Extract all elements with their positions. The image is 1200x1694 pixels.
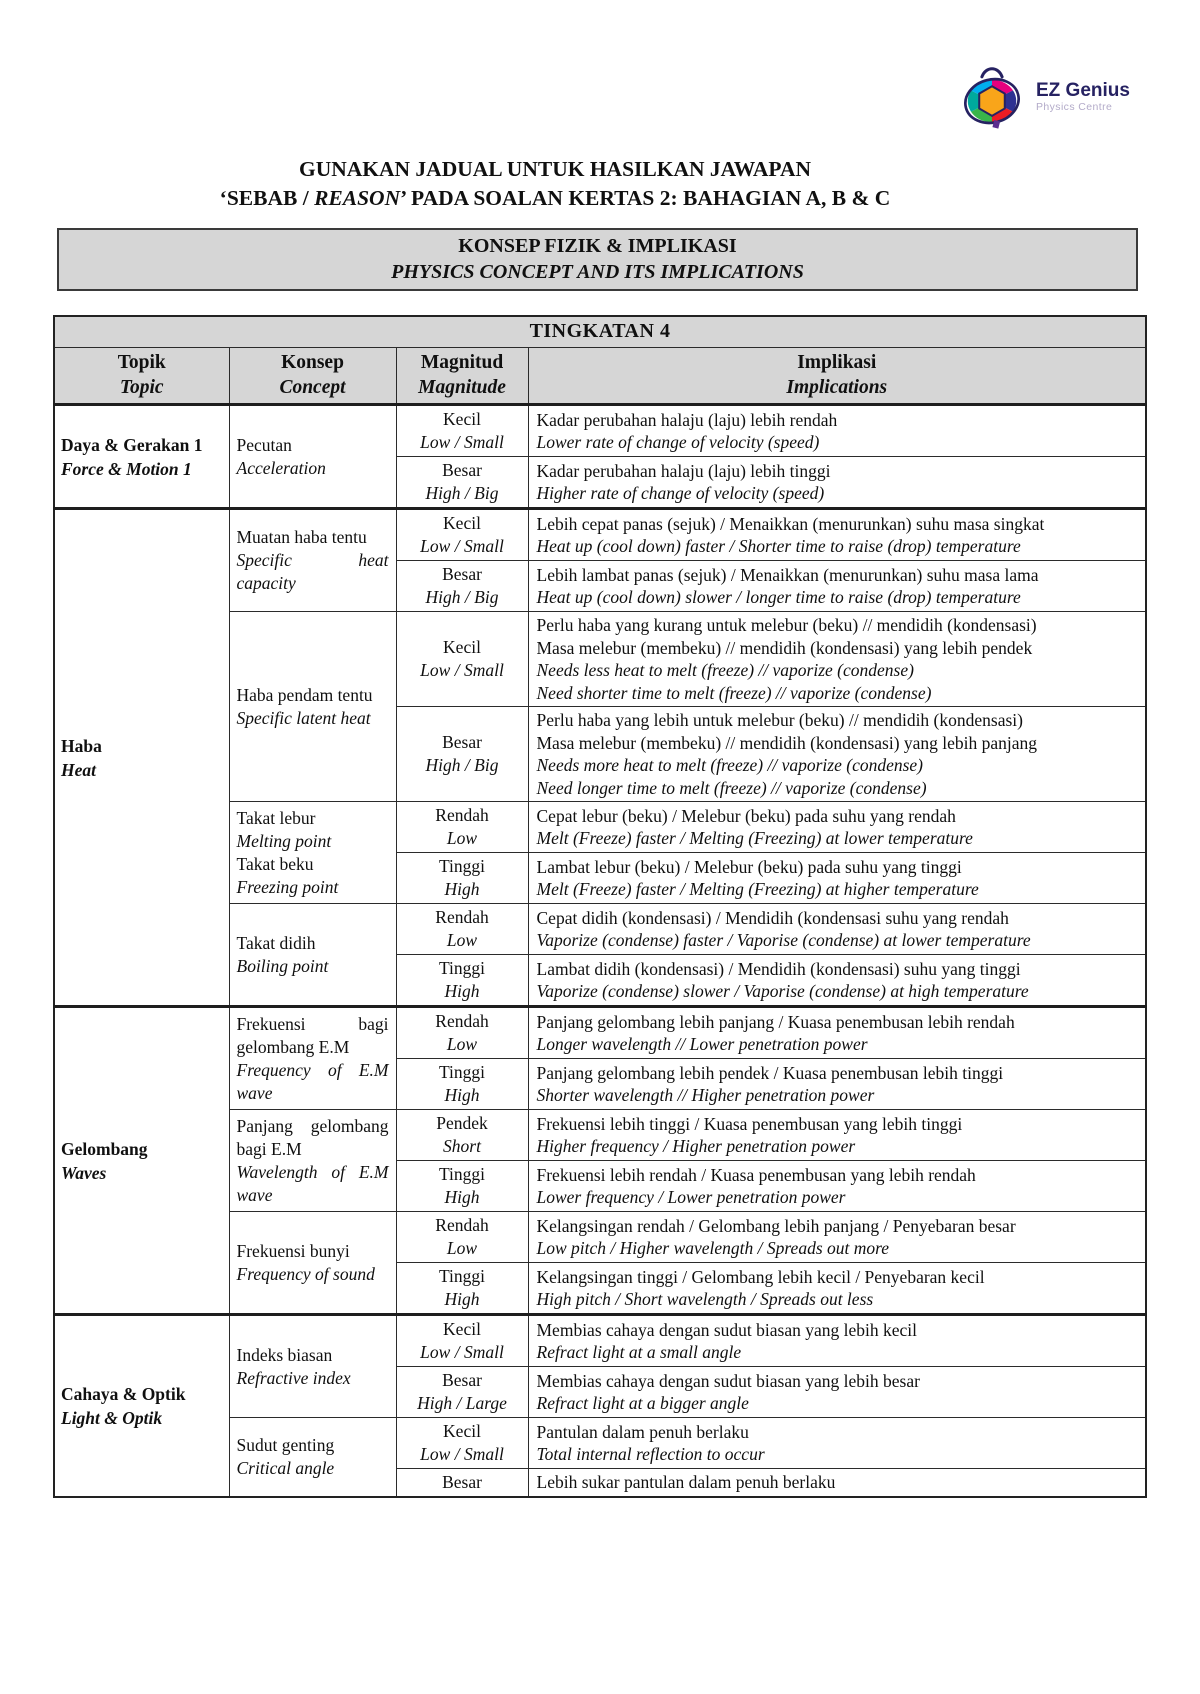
magnitude-cell: [396, 1263, 528, 1315]
text-line: Besar: [442, 1370, 482, 1390]
text-line: Refract light at a bigger angle: [536, 1393, 749, 1413]
text-line: Heat up (cool down) faster / Shorter time to raise (drop) temperature: [536, 536, 1021, 556]
concept-cell: [229, 802, 396, 904]
text-line: Rendah: [435, 1011, 489, 1031]
table-caption: TINGKATAN 4: [54, 316, 1146, 348]
text-line: Low: [446, 1034, 478, 1054]
text-line: Membias cahaya dengan sudut biasan yang lebih kecil: [536, 1319, 918, 1340]
implication-cell: [528, 1007, 1146, 1059]
concept-cell: [229, 904, 396, 1007]
concept-heading-en: PHYSICS CONCEPT AND ITS IMPLICATIONS: [391, 261, 804, 283]
text-line: Muatan haba tentu: [236, 527, 367, 547]
text-line: Vaporize (condense) faster / Vaporise (condense) at lower temperature: [536, 930, 1031, 950]
text-line: Cepat lebur (beku) / Melebur (beku) pada suhu yang rendah: [536, 805, 956, 826]
text-line: Kelangsingan rendah / Gelombang lebih panjang / Penyebaran besar: [536, 1215, 1016, 1236]
text-line: Kecil: [443, 1421, 481, 1441]
text-line: Pecutan: [236, 434, 292, 455]
text-line: Lebih cepat panas (sejuk) / Menaikkan (menurunkan) suhu masa singkat: [536, 513, 1045, 534]
text-line: Refractive index: [236, 1367, 351, 1388]
magnitude-cell: [396, 707, 528, 802]
magnitude-cell: [396, 1007, 528, 1059]
topic-cell: [54, 1007, 229, 1315]
text-line: Needs less heat to melt (freeze) // vaporize (condense): [536, 660, 914, 680]
text-line: Longer wavelength // Lower penetration power: [536, 1034, 868, 1054]
text-line: Frequency of E.M wave: [236, 1059, 389, 1103]
implication-cell: [528, 1367, 1146, 1418]
text-line: Cahaya & Optik: [61, 1384, 186, 1404]
text-line: High: [444, 981, 480, 1001]
text-line: High: [444, 1289, 480, 1309]
text-line: Lebih lambat panas (sejuk) / Menaikkan (menurunkan) suhu masa lama: [536, 564, 1039, 585]
ez-genius-logo: [955, 64, 1130, 130]
text-line: Kecil: [443, 513, 481, 533]
concept-cell: [229, 509, 396, 612]
text-line: Kecil: [443, 1319, 481, 1339]
magnitude-cell: [396, 405, 528, 457]
text-line: High / Large: [417, 1393, 507, 1413]
magnitude-cell: [396, 1059, 528, 1110]
text-line: High: [444, 879, 480, 899]
text-line: Masa melebur (membeku) // mendidih (kondensasi) yang lebih panjang: [536, 732, 1038, 753]
text-line: Daya & Gerakan 1: [61, 434, 203, 455]
text-line: High / Big: [425, 483, 499, 503]
text-line: Frekuensi bunyi: [236, 1240, 350, 1261]
table-row: [54, 405, 1146, 457]
text-line: Perlu haba yang lebih untuk melebur (beku) // mendidih (kondensasi): [536, 710, 1023, 730]
magnitude-cell: [396, 853, 528, 904]
text-line: Gelombang: [61, 1138, 148, 1159]
table-header-row: [54, 348, 1146, 405]
text-line: Tinggi: [438, 1062, 486, 1082]
magnitude-cell: [396, 1367, 528, 1418]
text-line: Panjang gelombang lebih pendek / Kuasa penembusan lebih tinggi: [536, 1062, 1004, 1083]
text-line: Low: [446, 1238, 478, 1258]
text-line: Short: [443, 1136, 481, 1156]
text-line: Critical angle: [236, 1458, 335, 1478]
text-line: Light & Optik: [61, 1408, 163, 1428]
magnitude-cell: [396, 457, 528, 509]
text-line: Takat didih: [236, 932, 316, 953]
text-line: Frekuensi lebih rendah / Kuasa penembusan yang lebih rendah: [536, 1164, 976, 1185]
magnitude-cell: [396, 1315, 528, 1367]
text-line: Melting point: [236, 830, 332, 851]
text-line: Besar: [442, 1472, 482, 1492]
text-line: Besar: [442, 460, 482, 480]
magnitude-cell: [396, 1469, 528, 1498]
magnitude-cell: [396, 1161, 528, 1212]
table-row: [54, 1007, 1146, 1059]
logo-text: [1036, 81, 1130, 114]
atom-logo-icon: [955, 64, 1029, 130]
text-line: Panjang gelombang bagi E.M: [236, 1115, 389, 1159]
text-line: Perlu haba yang kurang untuk melebur (beku) // mendidih (kondensasi): [536, 615, 1037, 635]
column-header-magnitude: Magnitud Magnitude: [396, 348, 528, 405]
page-title: [55, 155, 1055, 213]
text-line: Acceleration: [236, 457, 326, 478]
text-line: Low pitch / Higher wavelength / Spreads out more: [536, 1238, 890, 1258]
concept-cell: [229, 1212, 396, 1315]
concept-cell: [229, 1418, 396, 1498]
implication-cell: [528, 561, 1146, 612]
topic-cell: [54, 509, 229, 1007]
text-line: Haba pendam tentu: [236, 684, 373, 705]
text-line: Low / Small: [420, 536, 504, 556]
text-line: Lower frequency / Lower penetration power: [536, 1187, 846, 1207]
concept-cell: [229, 612, 396, 802]
table-caption-row: [54, 316, 1146, 348]
text-line: High / Big: [425, 587, 499, 607]
topic-cell: [54, 405, 229, 509]
implication-cell: [528, 457, 1146, 509]
text-line: Heat up (cool down) slower / longer time to raise (drop) temperature: [536, 587, 1021, 607]
text-line: Panjang gelombang lebih panjang / Kuasa penembusan lebih rendah: [536, 1011, 1015, 1032]
text-line: Takat beku: [236, 853, 314, 874]
implication-cell: [528, 904, 1146, 955]
text-line: Higher frequency / Higher penetration power: [536, 1136, 856, 1156]
text-line: Besar: [442, 564, 482, 584]
table-row: [54, 509, 1146, 561]
implication-cell: [528, 707, 1146, 802]
text-line: Need longer time to melt (freeze) // vaporize (condense): [536, 777, 927, 798]
implication-cell: [528, 612, 1146, 707]
text-line: Kelangsingan tinggi / Gelombang lebih kecil / Penyebaran kecil: [536, 1266, 985, 1287]
text-line: Lower rate of change of velocity (speed): [536, 432, 820, 452]
concept-heading-box: [57, 228, 1138, 291]
text-line: Refract light at a small angle: [536, 1342, 742, 1362]
text-line: Low / Small: [420, 1342, 504, 1362]
text-line: Tinggi: [438, 958, 486, 978]
text-line: Pantulan dalam penuh berlaku: [536, 1421, 749, 1442]
text-line: Lambat didih (kondensasi) / Mendidih (kondensasi) suhu yang tinggi: [536, 958, 1021, 979]
implication-cell: [528, 1263, 1146, 1315]
topic-cell: [54, 1315, 229, 1498]
text-line: Heat: [61, 759, 96, 780]
concept-cell: [229, 1007, 396, 1110]
text-line: Specific heat capacity: [236, 550, 389, 593]
text-line: Low / Small: [420, 660, 504, 680]
column-header-concept: Konsep Concept: [229, 348, 396, 405]
text-line: Boiling point: [236, 955, 329, 976]
concept-cell: [229, 1315, 396, 1418]
text-line: Melt (Freeze) faster / Melting (Freezing) at lower temperature: [536, 828, 973, 848]
magnitude-cell: [396, 1212, 528, 1263]
text-line: Higher rate of change of velocity (speed): [536, 483, 825, 503]
text-line: Tinggi: [438, 856, 486, 876]
text-line: Rendah: [435, 1215, 489, 1235]
concept-cell: [229, 405, 396, 509]
text-line: Takat lebur: [236, 807, 316, 828]
logo-name: EZ Genius: [1036, 79, 1130, 101]
text-line: Membias cahaya dengan sudut biasan yang lebih besar: [536, 1370, 920, 1391]
title-line-1: GUNAKAN JADUAL UNTUK HASILKAN JAWAPAN: [298, 157, 812, 181]
text-line: Force & Motion 1: [61, 458, 192, 479]
text-line: Indeks biasan: [236, 1344, 333, 1365]
implication-cell: [528, 1418, 1146, 1469]
text-line: High: [444, 1187, 480, 1207]
text-line: Kadar perubahan halaju (laju) lebih rendah: [536, 409, 838, 430]
title-line-2: ‘SEBAB / REASON’ PADA SOALAN KERTAS 2: BAHAGIAN A, B & C: [219, 186, 891, 210]
implication-cell: [528, 1469, 1146, 1498]
text-line: Low / Small: [420, 1444, 504, 1464]
implication-cell: [528, 1161, 1146, 1212]
concept-cell: [229, 1110, 396, 1212]
implication-cell: [528, 802, 1146, 853]
text-line: Frekuensi bagi gelombang E.M: [236, 1013, 389, 1057]
implication-cell: [528, 955, 1146, 1007]
text-line: High: [444, 1085, 480, 1105]
text-line: Needs more heat to melt (freeze) // vaporize (condense): [536, 755, 924, 775]
text-line: Waves: [61, 1162, 107, 1183]
concept-heading-ms: KONSEP FIZIK & IMPLIKASI: [458, 235, 737, 257]
text-line: Shorter wavelength // Higher penetration power: [536, 1085, 875, 1105]
text-line: Low: [446, 930, 478, 950]
text-line: Haba: [61, 735, 102, 756]
implication-cell: [528, 1059, 1146, 1110]
text-line: Tinggi: [438, 1164, 486, 1184]
implication-cell: [528, 1315, 1146, 1367]
magnitude-cell: [396, 904, 528, 955]
text-line: Low: [446, 828, 478, 848]
text-line: Melt (Freeze) faster / Melting (Freezing) at higher temperature: [536, 879, 979, 899]
text-line: Kecil: [443, 637, 481, 657]
text-line: Lebih sukar pantulan dalam penuh berlaku: [536, 1472, 836, 1493]
text-line: Lambat lebur (beku) / Melebur (beku) pada suhu yang tinggi: [536, 856, 962, 877]
text-line: Low / Small: [420, 432, 504, 452]
logo-subtitle: Physics Centre: [1036, 101, 1113, 114]
text-line: Wavelength of E.M wave: [236, 1161, 389, 1205]
text-line: Need shorter time to melt (freeze) // vaporize (condense): [536, 682, 932, 703]
implication-cell: [528, 1110, 1146, 1161]
text-line: Frequency of sound: [236, 1263, 375, 1284]
text-line: Frekuensi lebih tinggi / Kuasa penembusan yang lebih tinggi: [536, 1113, 963, 1134]
text-line: Masa melebur (membeku) // mendidih (kondensasi) yang lebih pendek: [536, 637, 1033, 658]
implication-cell: [528, 1212, 1146, 1263]
text-line: Freezing point: [236, 876, 339, 897]
column-header-topic: Topik Topic: [54, 348, 229, 405]
magnitude-cell: [396, 509, 528, 561]
magnitude-cell: [396, 612, 528, 707]
text-line: Kadar perubahan halaju (laju) lebih tinggi: [536, 460, 831, 481]
implication-cell: [528, 853, 1146, 904]
text-line: Pendek: [436, 1113, 488, 1133]
text-line: Sudut genting: [236, 1435, 335, 1455]
text-line: Kecil: [443, 409, 481, 429]
text-line: Besar: [442, 732, 482, 752]
text-line: Vaporize (condense) slower / Vaporise (condense) at high temperature: [536, 981, 1029, 1001]
implication-cell: [528, 509, 1146, 561]
magnitude-cell: [396, 1110, 528, 1161]
physics-implications-table: [53, 315, 1147, 1498]
text-line: Rendah: [435, 805, 489, 825]
magnitude-cell: [396, 1418, 528, 1469]
text-line: Tinggi: [438, 1266, 486, 1286]
text-line: High pitch / Short wavelength / Spreads out less: [536, 1289, 874, 1309]
text-line: Rendah: [435, 907, 489, 927]
magnitude-cell: [396, 802, 528, 853]
text-line: High / Big: [425, 755, 499, 775]
column-header-implications: Implikasi Implications: [528, 348, 1146, 405]
table-row: [54, 1315, 1146, 1367]
implication-cell: [528, 405, 1146, 457]
text-line: Total internal reflection to occur: [536, 1444, 765, 1464]
magnitude-cell: [396, 561, 528, 612]
text-line: Cepat didih (kondensasi) / Mendidih (kondensasi suhu yang rendah: [536, 907, 1009, 928]
text-line: Specific latent heat: [236, 707, 371, 728]
magnitude-cell: [396, 955, 528, 1007]
